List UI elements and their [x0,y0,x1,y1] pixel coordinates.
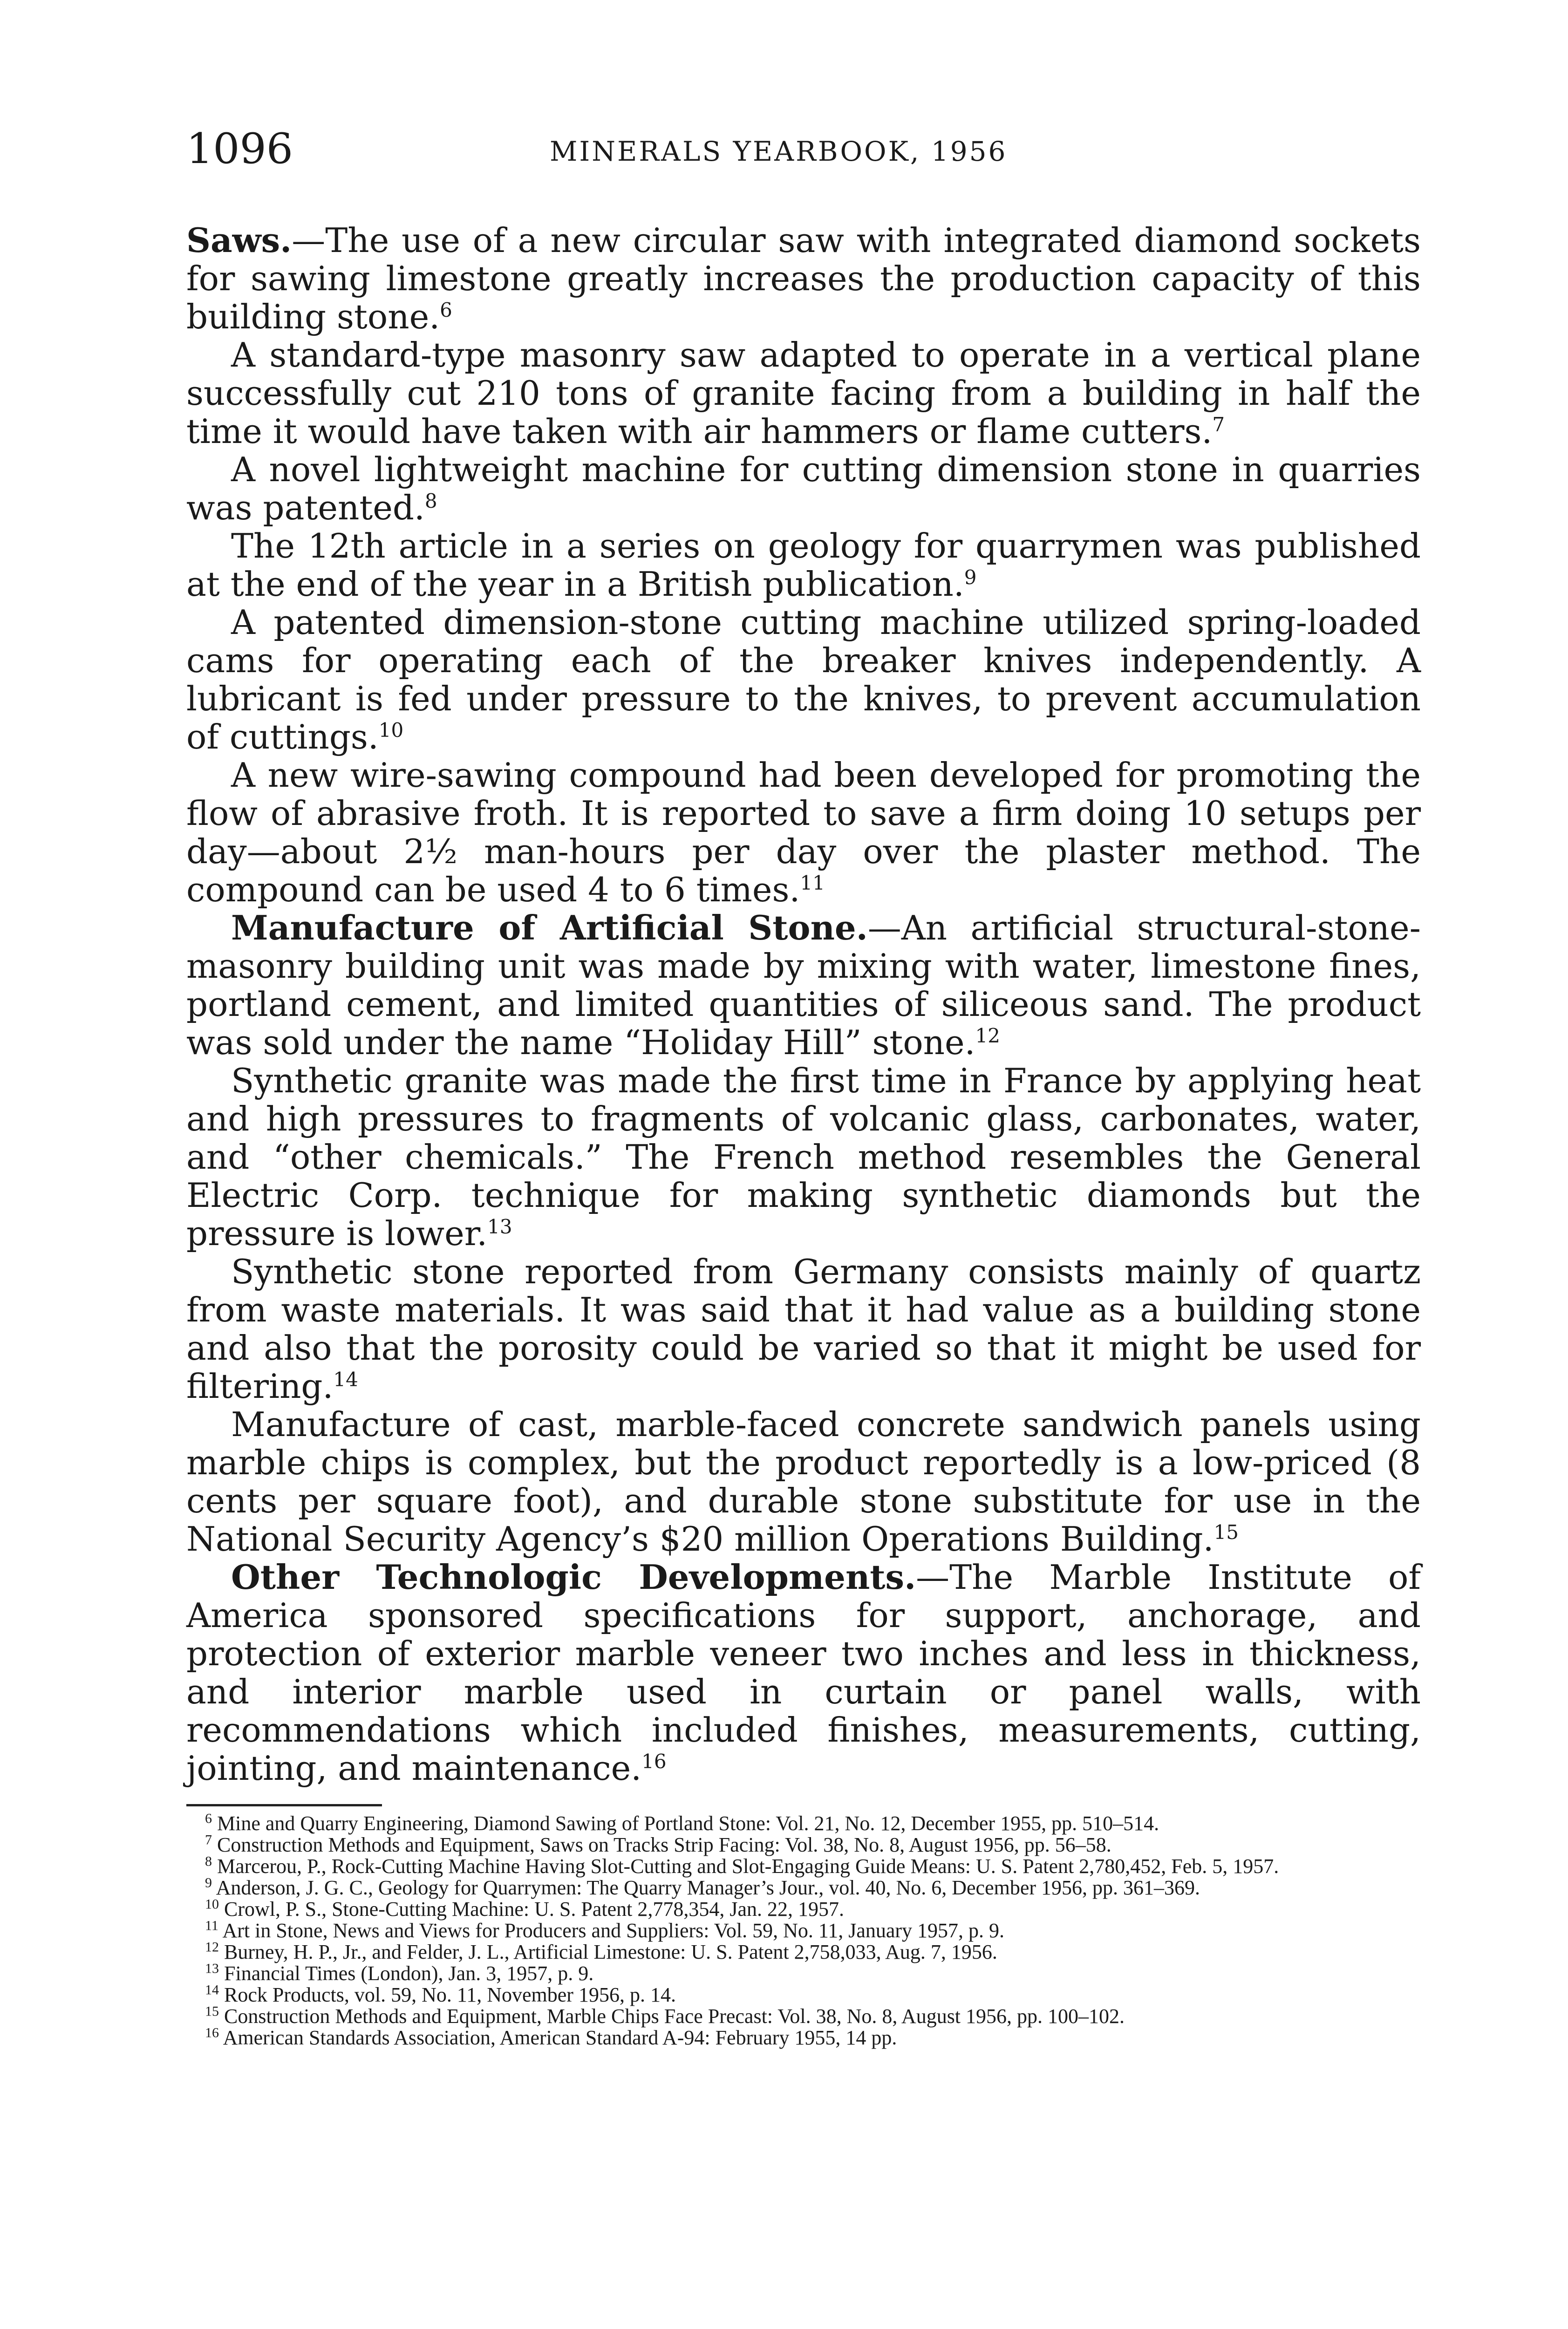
footnotes [186,1813,1421,2049]
footnote-mark: 13 [205,1961,219,1976]
footnote [186,1920,1421,1941]
footnote-ref: 7 [1212,413,1225,436]
footnote-mark: 14 [205,1982,219,1998]
footnote-mark: 7 [205,1832,212,1848]
footnote-text: Crowl, P. S., Stone-Cutting Machine: U. S. Patent 2,778,354, Jan. 22, 1957. [224,1898,844,1920]
section-head-saws: Saws. [186,220,292,260]
paragraph-text: A novel lightweight machine for cutting dimension stone in quarries was patented. [186,450,1421,527]
paragraph-text: Synthetic granite was made the first time in France by applying heat and high pressures to fragments of volcanic glass, carbonates, water, and “other chemicals.” The French method resembles the General Electric Corp. technique for making synthetic diamonds but the pressure is lower. [186,1061,1421,1253]
footnote-ref: 16 [641,1750,667,1773]
footnote-text: Rock Products, vol. 59, No. 11, November 1956, p. 14. [224,1983,676,2006]
footnote-ref: 10 [378,719,404,742]
paragraph [186,1062,1421,1253]
footnote-ref: 14 [333,1368,358,1391]
footnote-ref: 6 [440,299,452,321]
paragraph [186,1405,1421,1558]
paragraph [186,450,1421,527]
footnote [186,2003,1421,2028]
running-title: MINERALS YEARBOOK, 1956 [550,136,1008,167]
footnote-mark: 15 [205,2003,219,2019]
footnote-ref: 12 [975,1024,1000,1047]
footnote [186,1853,1421,1878]
footnote-ref: 13 [487,1215,512,1238]
footnote-divider [186,1804,382,1806]
footnote [186,1941,1421,1963]
footnote-text: American Standards Association, American Standard A-94: February 1955, 14 pp. [223,2026,897,2049]
footnote [186,1963,1421,1984]
page-number: 1096 [186,124,293,173]
paragraph-text: —The Marble Institute of America sponsored specifications for support, anchorage, and protection of exterior marble veneer two inches and less in thickness, and interior marble used in curtain or panel walls, with recommendations which included finishes, measurements, cutting, jointing, and maintenance. [186,1558,1421,1788]
running-header [186,126,1421,177]
footnote [186,1834,1421,1856]
section-head-artificial-stone: Manufacture of Artificial Stone. [231,908,868,947]
paragraph-text: A patented dimension-stone cutting machine utilized spring-loaded cams for operating each of the breaker knives independently. A lubricant is fed under pressure to the knives, to prevent accumulation of cuttings. [186,603,1421,756]
footnote-text: Anderson, J. G. C., Geology for Quarrymen: The Quarry Manager’s Jour., vol. 40, No. 6, December 1956, pp. 361–369. [216,1876,1200,1899]
paragraph-text: The 12th article in a series on geology for quarrymen was published at the end of the year in a British publication. [186,526,1421,604]
footnote-text: Financial Times (London), Jan. 3, 1957, p. 9. [224,1962,594,1985]
footnote [186,1813,1421,1834]
paragraph [186,603,1421,756]
footnote-text: Mine and Quarry Engineering, Diamond Sawing of Portland Stone: Vol. 21, No. 12, December 1955, pp. 510–514. [217,1812,1159,1835]
footnote [186,1984,1421,2006]
footnote-text: Marcerou, P., Rock-Cutting Machine Having Slot-Cutting and Slot-Engaging Guide Means: U. S. Patent 2,780,452, Feb. 5, 1957. [217,1855,1279,1878]
footnote-mark: 16 [205,2025,219,2041]
footnote-mark: 11 [205,1918,218,1934]
paragraph [186,756,1421,909]
paragraph-text: A standard-type masonry saw adapted to operate in a vertical plane successfully cut 210 tons of granite facing from a building in half the time it would have taken with air hammers or flame cutters. [186,335,1421,451]
body-text [186,221,1421,1787]
paragraph-saws [186,221,1421,336]
footnote-text: Art in Stone, News and Views for Producers and Suppliers: Vol. 59, No. 11, January 1957, p. 9. [222,1919,1005,1942]
footnote [186,1877,1421,1899]
footnote-ref: 9 [964,566,977,589]
footnote-mark: 10 [205,1896,219,1912]
footnote-text: Construction Methods and Equipment, Saws on Tracks Strip Facing: Vol. 38, No. 8, August 1956, pp. 56–58. [217,1833,1111,1856]
paragraph-text: —An artificial structural-stone-masonry building unit was made by mixing with water, limestone fines, portland cement, and limited quantities of siliceous sand. The product was sold under the name “Holiday Hill” stone. [186,908,1421,1062]
footnote-mark: 8 [205,1853,212,1869]
footnote [186,1896,1421,1920]
paragraph-other-technologic [186,1558,1421,1787]
footnote-mark: 9 [205,1875,212,1891]
section-head-other-technologic: Other Technologic Developments. [231,1557,916,1597]
paragraph-text: Synthetic stone reported from Germany consists mainly of quartz from waste materials. It was said that it had value as a building stone and also that the porosity could be varied so that it might be used for filtering. [186,1252,1421,1406]
footnote [186,2027,1421,2049]
footnote-ref: 8 [424,490,437,512]
paragraph-text: Manufacture of cast, marble-faced concrete sandwich panels using marble chips is complex, but the product reportedly is a low-priced (8 cents per square foot), and durable stone substitute for use in the National Security Agency’s $20 million Operations Building. [186,1405,1421,1559]
paragraph-text: A new wire-sawing compound had been developed for promoting the flow of abrasive froth. It is reported to save a firm doing 10 setups per day—about 2½ man-hours per day over the plaster method. The compound can be used 4 to 6 times. [186,756,1421,909]
paragraph-artificial-stone [186,909,1421,1062]
footnote-ref: 15 [1213,1521,1239,1544]
footnote-text: Burney, H. P., Jr., and Felder, J. L., Artificial Limestone: U. S. Patent 2,758,033, Aug. 7, 1956. [224,1941,997,1963]
footnote-mark: 6 [205,1811,212,1826]
paragraph [186,1253,1421,1405]
footnote-ref: 11 [800,872,825,894]
paragraph [186,527,1421,603]
footnote-text: Construction Methods and Equipment, Marble Chips Face Precast: Vol. 38, No. 8, August 1956, pp. 100–102. [224,2005,1125,2028]
paragraph-text: —The use of a new circular saw with integrated diamond sockets for sawing limestone greatly increases the production capacity of this building stone. [186,221,1421,336]
footnote-mark: 12 [205,1939,219,1955]
document-page [186,126,1421,2049]
paragraph [186,336,1421,450]
